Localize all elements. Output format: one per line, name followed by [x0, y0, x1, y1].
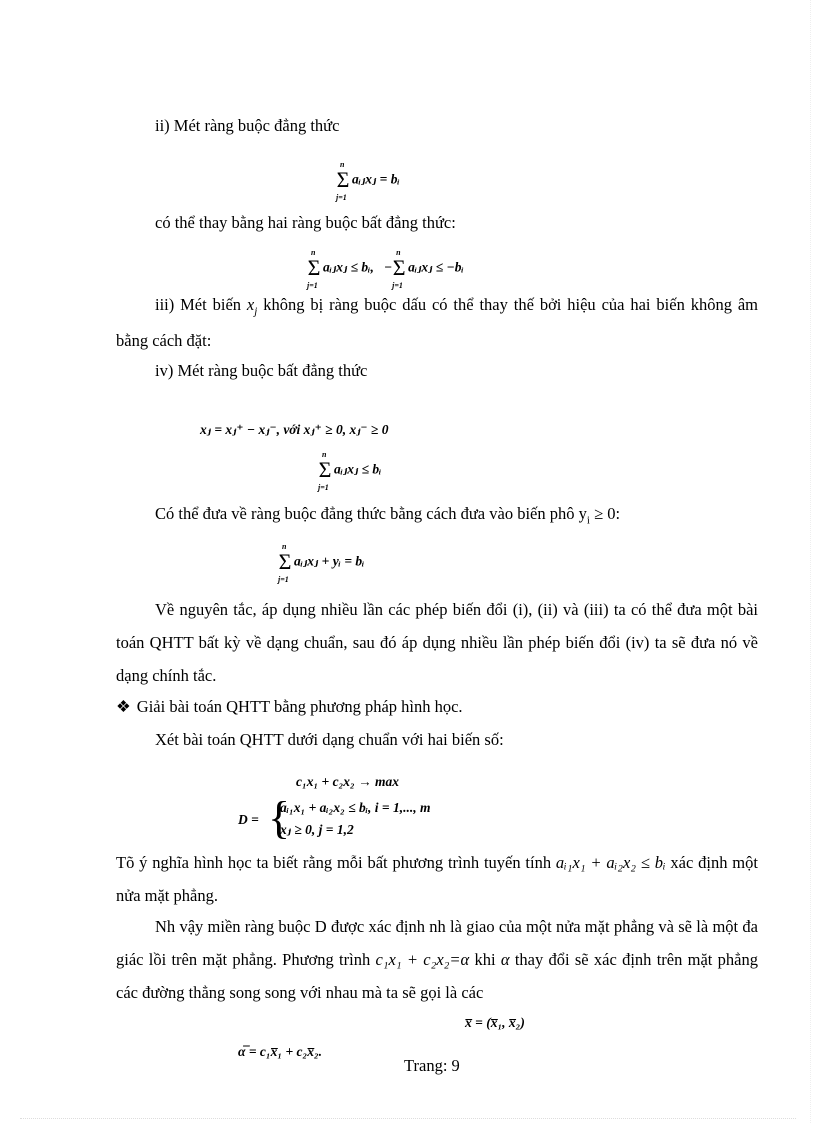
- para-principle: Về nguyên tắc, áp dụng nhiều lần các phép biến đổi (i), (ii) và (iii) ta có thể đưa một bài toán QHTT bất kỳ về dạng chuẩn, sau đó áp dụng nhiều lần phép biến đổi (iv) ta sẽ đưa nó về dạng chính tắc.: [116, 600, 758, 685]
- para-iii: iii) Mét biến $x_j$ không bị ràng buộc dấu có thể thay thế bởi hiệu của hai biến không âm bằng cách đặt:: [116, 295, 759, 351]
- formula-inequality: n Σ j=1 aᵢⱼxⱼ ≤ bᵢ: [318, 450, 382, 492]
- lp-brace: {: [268, 792, 291, 843]
- sum-symbol: n Σ j=1: [392, 248, 406, 290]
- sum-symbol: n Σ j=1: [336, 160, 350, 202]
- sum-symbol: n Σ j=1: [318, 450, 332, 492]
- para-consider: Xét bài toán QHTT dưới dạng chuẩn với hai biến số:: [155, 730, 504, 749]
- diamond-bullet-icon: ❖: [116, 697, 131, 716]
- para-replace: có thể thay bằng hai ràng buộc bất đẳng thức:: [155, 213, 456, 232]
- para-final: Nh vậy miền ràng buộc D được xác định nh là giao của một nửa mặt phẳng và sẽ là một đa giác lồi trên mặt phẳng. Phương trình c₁x₁ + c₂x₂=α khi α thay đổi sẽ xác định trên mặt phẳng các đường thẳng song song với nhau mà ta sẽ gọi là các: [116, 917, 758, 1002]
- heading-geometric-method: ❖ Giải bài toán QHTT bằng phương pháp hình học.: [116, 697, 463, 716]
- formula-alphabar: α̅ = c₁x̅₁ + c₂x̅₂.: [238, 1044, 323, 1059]
- para-iv: iv) Mét ràng buộc bất đẳng thức: [155, 361, 368, 380]
- sum-symbol: n Σ j=1: [278, 542, 292, 584]
- para-slack: Có thể đưa về ràng buộc đẳng thức bằng cách đưa vào biến phô $y_i \ge 0$:: [155, 504, 621, 527]
- formula-two-inequalities: n Σ j=1 aᵢⱼxⱼ ≤ bᵢ, − n Σ j=1 aᵢⱼxⱼ ≤ −bᵢ: [307, 248, 464, 290]
- lp-d-label: D =: [238, 812, 259, 827]
- lp-constraint-row: aᵢ₁x₁ + aᵢ₂x₂ ≤ bᵢ, i = 1,..., m: [280, 800, 431, 815]
- page-number: Trang: 9: [404, 1056, 460, 1075]
- page-right-border: [810, 0, 811, 1123]
- formula-slack: n Σ j=1 aᵢⱼxⱼ + yᵢ = bᵢ: [278, 542, 365, 584]
- formula-xbar: x̅ = (x̅₁, x̅₂): [465, 1015, 525, 1030]
- para-ii: ii) Mét ràng buộc đẳng thức: [155, 116, 340, 135]
- lp-nonneg-row: xⱼ ≥ 0, j = 1,2: [280, 822, 354, 837]
- para-geometry: Tõ ý nghĩa hình học ta biết rằng mỗi bất phương trình tuyến tính aᵢ₁x₁ + aᵢ₂x₂ ≤ bᵢ xác định một nửa mặt phẳng.: [116, 853, 758, 905]
- sum-symbol: n Σ j=1: [307, 248, 321, 290]
- page-bottom-rule: [20, 1118, 796, 1119]
- formula-equality: n Σ j=1 aᵢⱼxⱼ = bᵢ: [336, 160, 400, 202]
- formula-free-variable: xⱼ = xⱼ⁺ − xⱼ⁻, với xⱼ⁺ ≥ 0, xⱼ⁻ ≥ 0: [200, 422, 389, 437]
- lp-objective: c₁x₁ + c₂x₂ → max: [296, 774, 400, 789]
